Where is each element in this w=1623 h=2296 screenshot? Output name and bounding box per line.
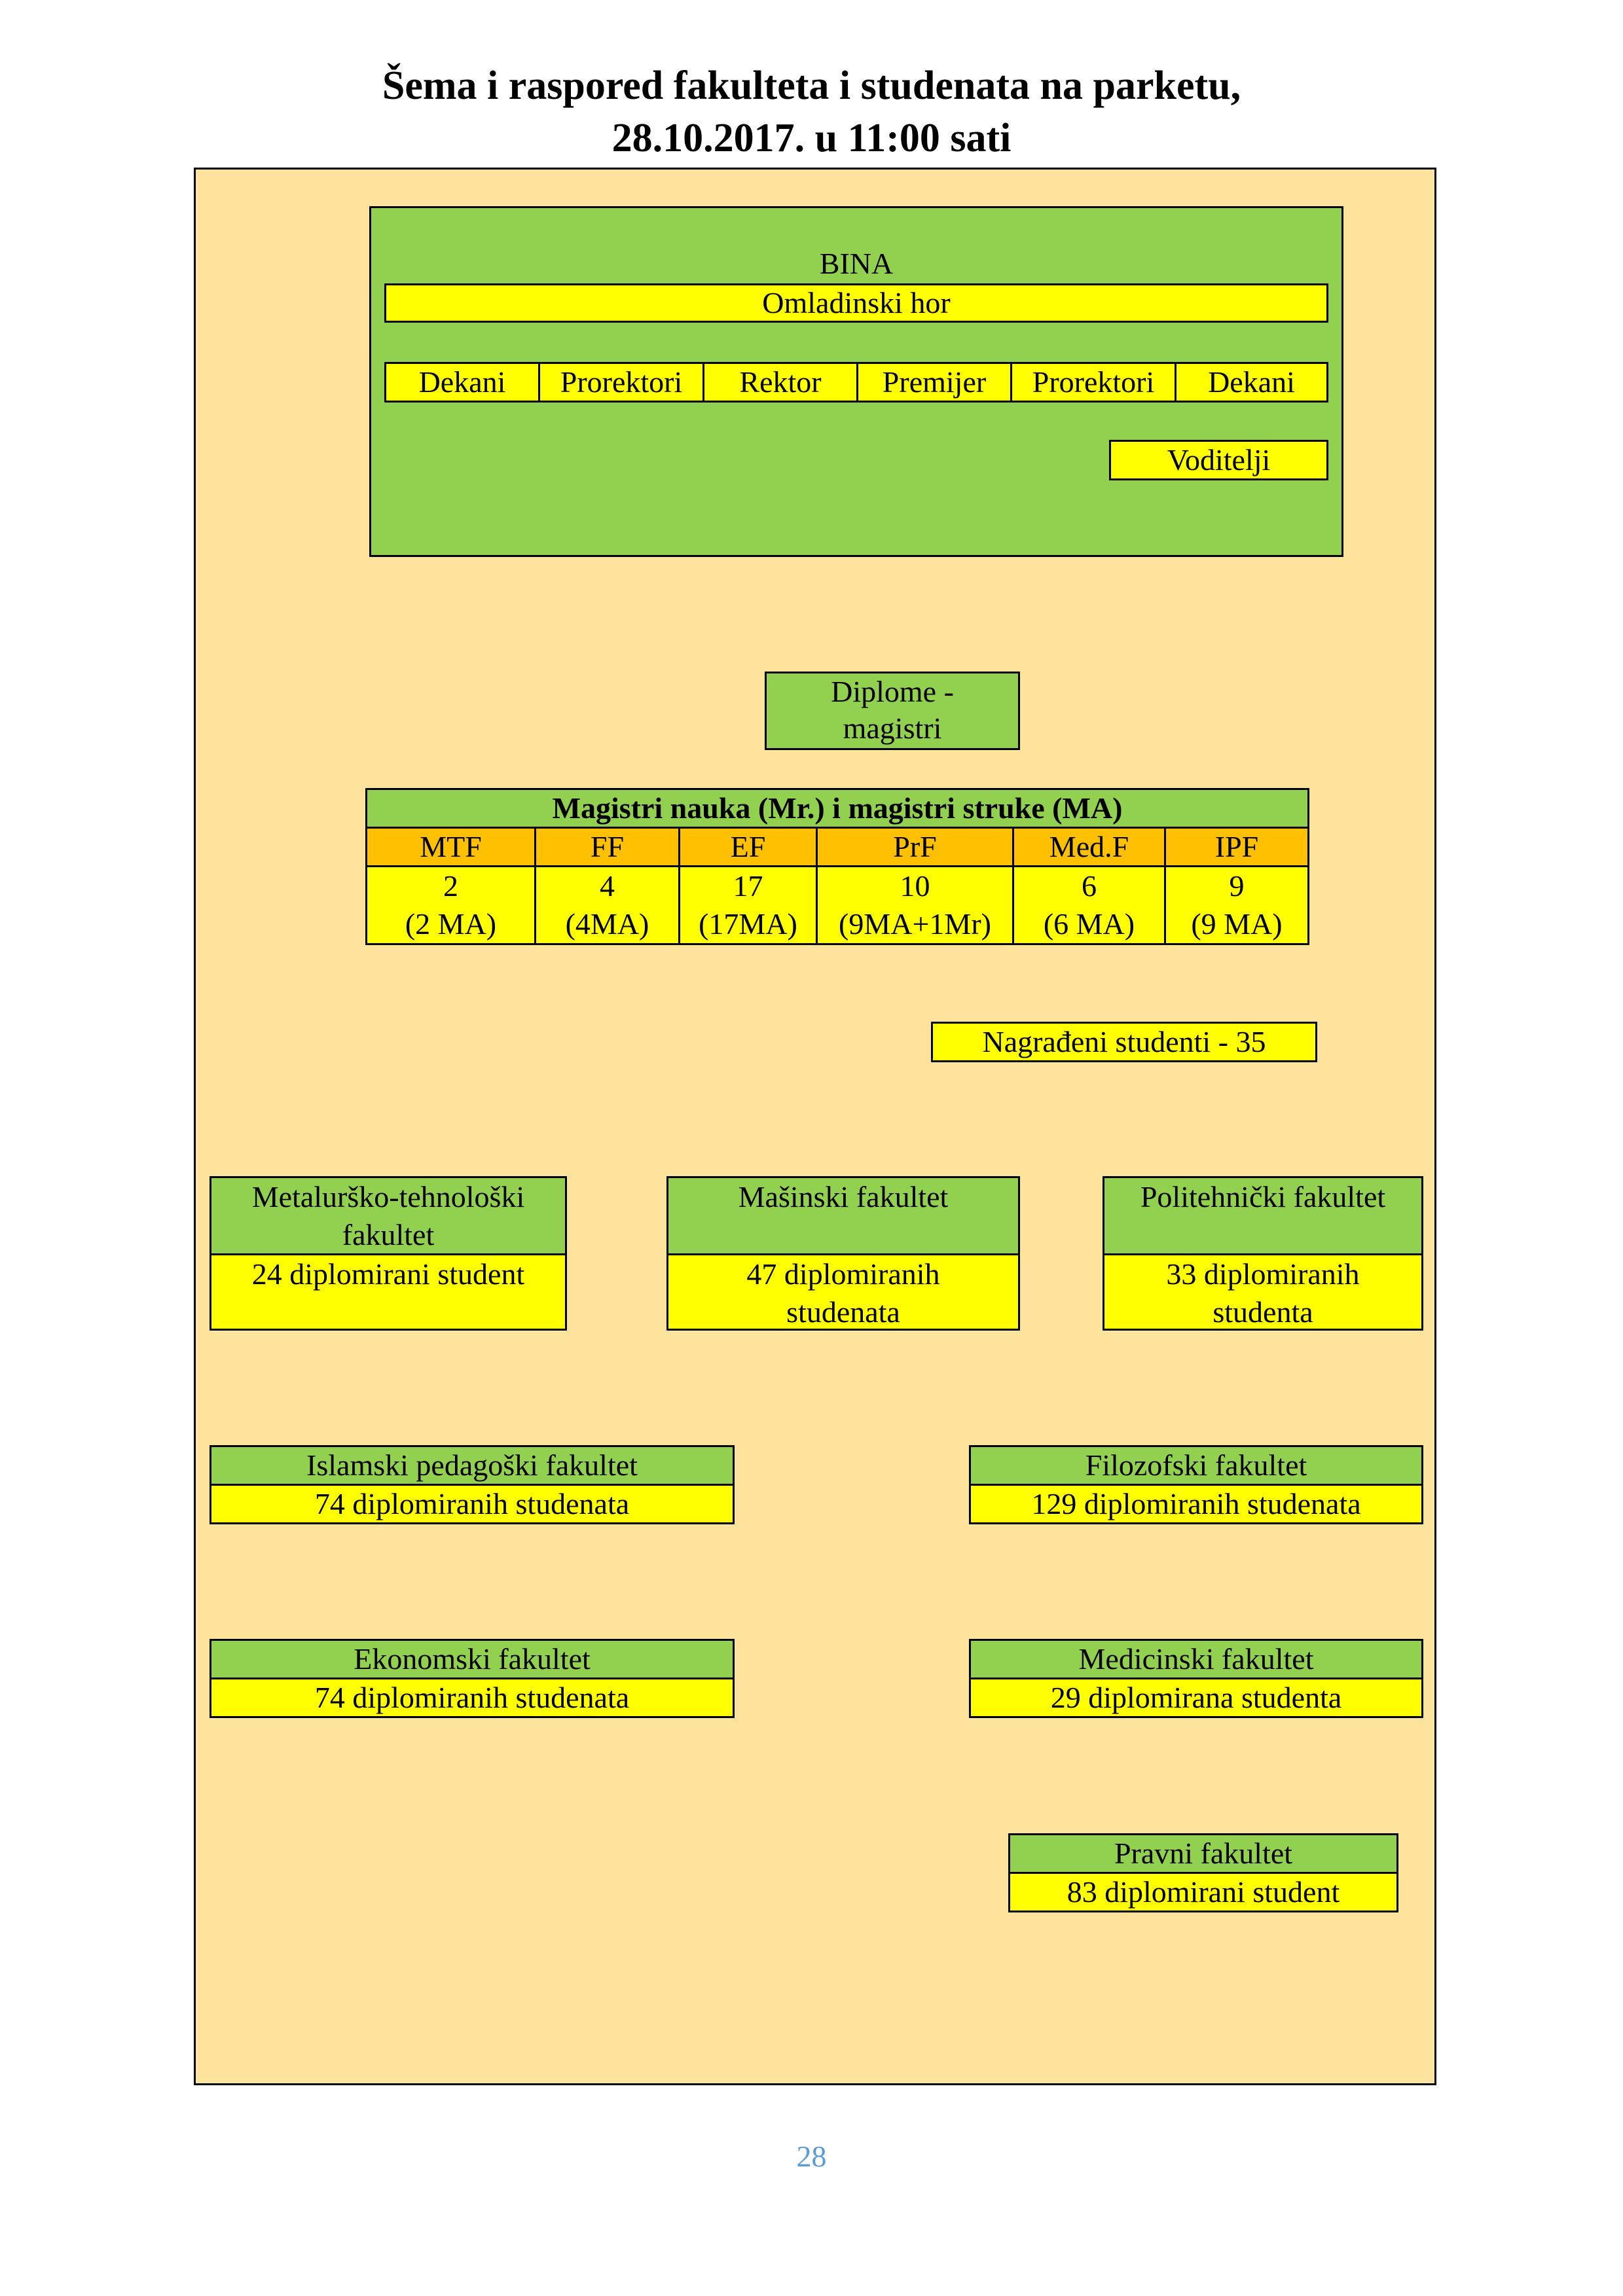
faculty-ptf-students-line1: 33 diplomiranih	[1166, 1257, 1360, 1291]
masters-col-medf: Med.F	[1014, 829, 1166, 865]
page-title-line2: 28.10.2017. u 11:00 sati	[611, 116, 1012, 160]
faculty-mtf-students: 24 diplomirani student	[210, 1253, 567, 1331]
diplomas-line2: magistri	[843, 711, 942, 745]
faculty-mtf-name-line2: fakultet	[342, 1218, 435, 1251]
masters-col-ef: EF	[680, 829, 818, 865]
page-title-line1: Šema i raspored fakulteta i studenata na parketu,	[382, 63, 1241, 108]
masters-detail-ff: (4MA)	[565, 907, 649, 941]
masters-cell-mtf	[367, 867, 536, 943]
masters-values-row	[365, 865, 1309, 945]
faculty-mtf-name-line1: Metalurško-tehnološki	[251, 1180, 525, 1213]
seat-deans-right: Dekani	[1208, 365, 1295, 399]
faculty-prf-name: Pravni fakultet	[1008, 1833, 1398, 1874]
masters-cell-ipf	[1166, 867, 1307, 943]
faculty-mf-name: Mašinski fakultet	[666, 1176, 1020, 1255]
faculty-mf-students-line2: studenata	[786, 1295, 900, 1329]
awarded-students-box: Nagrađeni studenti - 35	[931, 1022, 1317, 1062]
faculty-ipf-name: Islamski pedagoški fakultet	[210, 1445, 735, 1486]
faculty-ff-students: 129 diplomiranih studenata	[969, 1484, 1423, 1524]
faculty-medf-name: Medicinski fakultet	[969, 1639, 1423, 1679]
masters-detail-medf: (6 MA)	[1043, 907, 1135, 941]
seat-rector: Rektor	[704, 364, 858, 401]
faculty-ipf-students: 74 diplomiranih studenata	[210, 1484, 735, 1524]
faculty-mf-students-line1: 47 diplomiranih	[746, 1257, 940, 1291]
seat-prorectors-left: Prorektori	[540, 364, 704, 401]
masters-cell-ff	[536, 867, 680, 943]
faculty-prf-students: 83 diplomirani student	[1008, 1872, 1398, 1912]
masters-count-medf: 6	[1082, 869, 1097, 903]
faculty-ef-name: Ekonomski fakultet	[210, 1639, 735, 1679]
page-number: 28	[796, 2140, 827, 2173]
diplomas-box	[765, 672, 1020, 750]
masters-header: Magistri nauka (Mr.) i magistri struke (MA)	[365, 788, 1309, 829]
stage-label: BINA	[819, 247, 894, 280]
faculty-ptf-name: Politehnički fakultet	[1103, 1176, 1423, 1255]
seat-prorectors-right: Prorektori	[1012, 364, 1176, 401]
masters-detail-ef: (17MA)	[699, 907, 797, 941]
faculty-ptf-students	[1103, 1253, 1423, 1331]
hosts-box: Voditelji	[1109, 440, 1328, 480]
masters-col-mtf: MTF	[367, 829, 536, 865]
masters-count-ef: 17	[733, 869, 763, 903]
diplomas-line1: Diplome -	[831, 675, 954, 708]
masters-columns-row	[365, 827, 1309, 867]
masters-cell-medf	[1014, 867, 1166, 943]
faculty-mtf-name	[210, 1176, 567, 1255]
seat-deans-left: Dekani	[386, 364, 540, 401]
masters-detail-prf: (9MA+1Mr)	[839, 907, 991, 941]
masters-col-ipf: IPF	[1214, 830, 1259, 863]
masters-detail-ipf: (9 MA)	[1191, 907, 1283, 941]
seat-prime-minister: Premijer	[858, 364, 1012, 401]
masters-count-ipf: 9	[1229, 869, 1245, 903]
masters-count-mtf: 2	[443, 869, 458, 903]
faculty-ptf-students-line2: studenta	[1213, 1295, 1313, 1329]
masters-count-ff: 4	[600, 869, 615, 903]
faculty-ff-name: Filozofski fakultet	[969, 1445, 1423, 1486]
choir-box: Omladinski hor	[384, 283, 1328, 323]
masters-col-prf: PrF	[818, 829, 1014, 865]
masters-cell-ef	[680, 867, 818, 943]
masters-detail-mtf: (2 MA)	[405, 907, 497, 941]
masters-count-prf: 10	[900, 869, 930, 903]
masters-col-ff: FF	[536, 829, 680, 865]
faculty-medf-students: 29 diplomirana studenta	[969, 1677, 1423, 1718]
stage-seats-row	[384, 362, 1328, 403]
masters-cell-prf	[818, 867, 1014, 943]
faculty-mf-students	[666, 1253, 1020, 1331]
faculty-ef-students: 74 diplomiranih studenata	[210, 1677, 735, 1718]
